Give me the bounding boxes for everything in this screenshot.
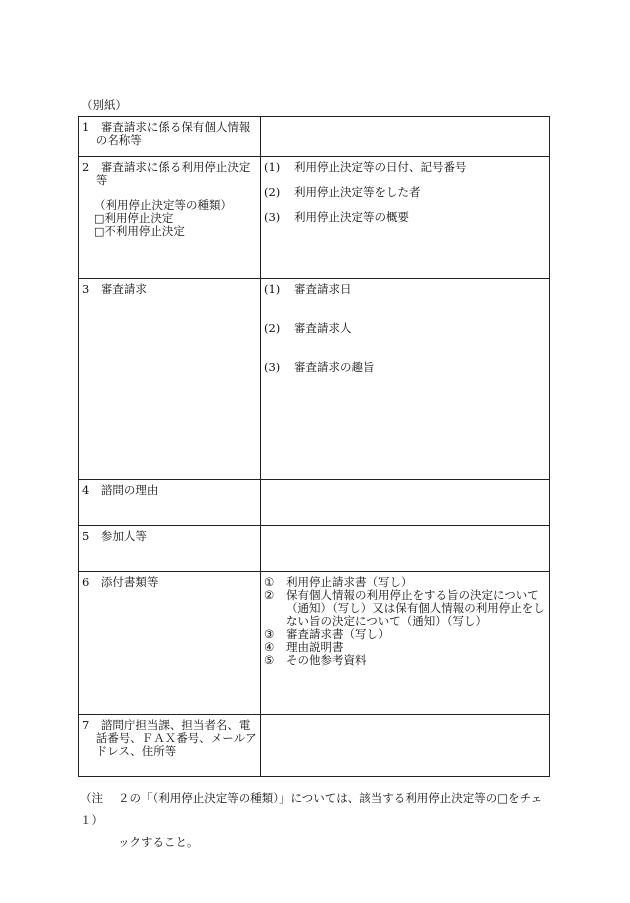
option-no-stop-usage[interactable]: □不利用停止決定 <box>94 224 185 238</box>
row-3-value-cell <box>261 279 550 480</box>
list-item: ④ 理由説明書 <box>264 640 344 654</box>
row-1-label-cell <box>79 117 261 157</box>
footnote <box>80 787 555 853</box>
table-row-4 <box>79 480 550 526</box>
table-row-6 <box>79 572 550 715</box>
table-row-1 <box>79 117 550 157</box>
list-item: (2) 利用停止決定等をした者 <box>264 185 421 199</box>
row-2-label: 2 審査請求に係る利用停止決定等 <box>82 160 251 187</box>
row-5-label: 5 参加人等 <box>82 529 147 543</box>
table-row-5 <box>79 526 550 572</box>
row-4-label-cell <box>79 480 261 526</box>
list-item: ② 保有個人情報の利用停止をする旨の決定について（通知）（写し）又は保有個人情報の利用停止をしない旨の決定について（通知）（写し） <box>264 588 545 628</box>
row-7-value-cell <box>261 715 550 777</box>
row-7-label-cell <box>79 715 261 777</box>
list-item: (1) 審査請求日 <box>264 282 352 296</box>
table-row-7 <box>79 715 550 777</box>
footnote-line-1: ２の「（利用停止決定等の種類）」については、該当する利用停止決定等の□をチェ <box>118 791 543 805</box>
inquiry-form-table <box>78 116 550 777</box>
row-7-label: 7 諮問庁担当課、担当者名、電話番号、ＦＡＸ番号、メールアドレス、住所等 <box>82 718 257 758</box>
row-2-label-cell <box>79 157 261 279</box>
row-3-label: 3 審査請求 <box>82 282 147 296</box>
row-5-value-cell <box>261 526 550 572</box>
table-row-2 <box>79 157 550 279</box>
row-6-value-cell <box>261 572 550 715</box>
list-item: (3) 審査請求の趣旨 <box>264 360 375 374</box>
footnote-tag: （注１） <box>80 791 103 827</box>
row-1-value-cell <box>261 117 550 157</box>
row-3-label-cell <box>79 279 261 480</box>
list-item: ① 利用停止請求書（写し） <box>264 575 413 589</box>
row-4-label: 4 諮問の理由 <box>82 483 159 497</box>
row-2-value-cell <box>261 157 550 279</box>
option-stop-usage[interactable]: □利用停止決定 <box>94 211 174 225</box>
row-5-label-cell <box>79 526 261 572</box>
row-1-label: 1 審査請求に係る保有個人情報の名称等 <box>82 120 251 147</box>
list-item: ⑤ その他参考資料 <box>264 653 367 667</box>
checkbox-icon[interactable]: □ <box>94 225 105 238</box>
list-item: ③ 審査請求書（写し） <box>264 627 390 641</box>
decision-type-heading: （利用停止決定等の種類） <box>94 198 232 212</box>
row-6-label-cell <box>79 572 261 715</box>
footnote-line-2: ックすること。 <box>118 835 199 849</box>
attachment-label: （別紙） <box>81 98 127 112</box>
table-row-3 <box>79 279 550 480</box>
checkbox-icon[interactable]: □ <box>94 212 105 225</box>
row-4-value-cell <box>261 480 550 526</box>
list-item: (3) 利用停止決定等の概要 <box>264 210 409 224</box>
row-6-label: 6 添付書類等 <box>82 575 159 589</box>
list-item: (2) 審査請求人 <box>264 321 352 335</box>
list-item: (1) 利用停止決定等の日付、記号番号 <box>264 160 467 174</box>
